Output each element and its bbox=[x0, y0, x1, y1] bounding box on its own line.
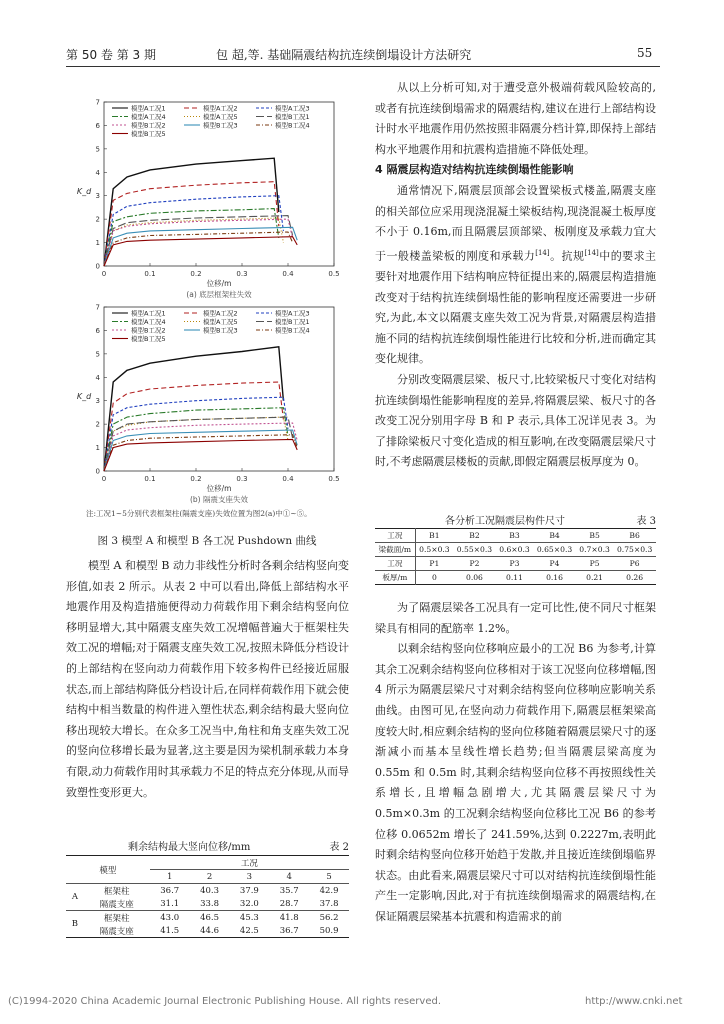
table-2-value-cell: 31.1 bbox=[160, 898, 180, 909]
legend-label: 模型B工况3 bbox=[203, 326, 238, 335]
table-2-wrap bbox=[66, 838, 349, 938]
footer-url: http://www.cnki.net bbox=[585, 996, 683, 1007]
table-3-value-cell: P3 bbox=[509, 559, 520, 568]
text: 通常情况下,隔震层顶部会设置梁板式楼盖,隔震支座的相关部位应采用现浇混凝土梁板结构,现浇混凝土板厚度不小于 0.16m,而且隔震层顶部梁、板刚度及承载力宜大于一般楼盖梁板的刚度和承载力 bbox=[375, 183, 656, 263]
legend-label: 模型B工况4 bbox=[275, 326, 310, 335]
table-3-value-cell: B6 bbox=[629, 531, 640, 540]
table-row bbox=[375, 529, 656, 543]
table-2-case-header: 5 bbox=[326, 871, 332, 882]
y-tick-label: 3 bbox=[95, 397, 100, 406]
table-2-value-cell: 33.8 bbox=[200, 898, 220, 909]
legend-label: 模型B工况2 bbox=[131, 121, 166, 130]
x-tick-label: 0.2 bbox=[190, 270, 202, 278]
figure-note: 注:工况1~5分别代表框架柱(隔震支座)失效位置为图2(a)中①~⑤。 bbox=[86, 509, 312, 518]
legend-label: 模型B工况1 bbox=[275, 318, 310, 326]
table-3-caption: 各分析工况隔震层构件尺寸 bbox=[445, 516, 565, 527]
table-3-value-cell: P4 bbox=[549, 559, 560, 568]
table-3-value-cell: 0.21 bbox=[586, 573, 604, 582]
table-3-value-cell: P1 bbox=[429, 559, 440, 568]
table-3-value-cell: 0.7×0.3 bbox=[579, 545, 610, 554]
table-2-case-header: 3 bbox=[246, 871, 253, 882]
legend-label: 模型A工况2 bbox=[203, 104, 238, 113]
legend-label: 模型B工况5 bbox=[131, 335, 166, 343]
table-2-value-cell: 46.5 bbox=[200, 912, 220, 923]
table-3-label-cell: 板厚/m bbox=[375, 571, 415, 585]
x-tick-label: 0 bbox=[101, 270, 107, 278]
legend-label: 模型A工况5 bbox=[203, 113, 238, 121]
y-tick-label: 1 bbox=[95, 444, 100, 453]
table-2-value-cell: 42.9 bbox=[319, 885, 339, 896]
paragraph: 以剩余结构竖向位移响应最小的工况 B6 为参考,计算其余工况剩余结构竖向位移相对于该工况竖向位移增幅,图 4 所示为隔震层梁尺寸对剩余结构竖向位移响应影响关系曲线。由图可见,在竖向动力荷载作用下,隔震层框架梁高度较大时,相应剩余结构的竖向位移随着隔震层梁尺寸的逐渐减小而基本呈线性增长趋势;但当隔震层梁高度为 0.55m 和 0.5m 时,其剩余结构竖向位移不再按照线性关系增长,且增幅急剧增大,尤其隔震层梁尺寸为 0.5m×0.3m 的工况剩余结构竖向位移比工况 B6 的参考位移 0.0652m 增长了 241.59%,达到 0.2227m,表明此时剩余结构竖向位移开始趋于发散,并且接近连续倒塌临界状态。由此看来,隔震层梁尺寸可以对结构抗连续倒塌性能产生一定影响,因此,对于有抗连续倒塌需求的隔震结构,在保证隔震层梁基本抗震和构造需求的前 bbox=[375, 642, 656, 923]
table-2-value-cell: 32.0 bbox=[239, 898, 259, 909]
table-2-model-cell: A bbox=[71, 892, 78, 902]
chart-b bbox=[77, 304, 340, 505]
table-3-value-cell: 0 bbox=[431, 573, 437, 582]
series-line-7 bbox=[104, 219, 293, 266]
y-tick-label: 5 bbox=[95, 350, 100, 359]
legend-label: 模型A工况4 bbox=[131, 113, 166, 121]
table-row bbox=[66, 897, 349, 911]
table-2-caption: 剩余结构最大竖向位移/mm bbox=[128, 842, 251, 853]
table-2-type-cell: 隔震支座 bbox=[99, 926, 134, 937]
chart-subtitle: (a) 底层框架柱失效 bbox=[186, 290, 252, 299]
series-line-2 bbox=[104, 182, 279, 266]
legend-label: 模型A工况3 bbox=[275, 309, 310, 318]
y-tick-label: 3 bbox=[95, 192, 100, 201]
legend-label: 模型A工况1 bbox=[131, 309, 166, 318]
y-tick-label: 2 bbox=[95, 420, 100, 429]
figure-caption: 图 3 模型 A 和模型 B 各工况 Pushdown 曲线 bbox=[97, 535, 317, 547]
y-axis-label: K_d bbox=[76, 187, 92, 196]
citation: [14] bbox=[535, 248, 550, 257]
table-2-value-cell: 35.7 bbox=[279, 885, 299, 896]
legend-label: 模型B工况2 bbox=[131, 326, 166, 335]
table-3-wrap bbox=[375, 512, 656, 585]
table-3-value-cell: B4 bbox=[549, 531, 560, 540]
table-2-value-cell: 41.8 bbox=[279, 912, 299, 923]
table-2-value-cell: 36.7 bbox=[279, 925, 299, 936]
table-2 bbox=[66, 855, 349, 938]
series-line-8 bbox=[104, 430, 297, 471]
table-2-value-cell: 28.7 bbox=[279, 898, 299, 909]
text: 。抗规 bbox=[549, 249, 585, 263]
x-tick-label: 0 bbox=[101, 475, 107, 483]
table-2-value-cell: 37.8 bbox=[319, 898, 339, 909]
table-2-value-cell: 43.0 bbox=[160, 912, 180, 923]
paragraph: 为了隔震层梁各工况具有一定可比性,使不同尺寸框架梁具有相同的配筋率 1.2%。 bbox=[375, 601, 656, 635]
table-row bbox=[66, 911, 349, 925]
table-2-model-cell: B bbox=[71, 919, 79, 929]
table-3-value-cell: 0.5×0.3 bbox=[419, 545, 450, 554]
y-tick-label: 7 bbox=[95, 98, 100, 107]
page-number: 55 bbox=[637, 46, 653, 60]
footer-copyright: (C)1994-2020 China Academic Journal Electronic Publishing House. All rights reserved. bbox=[8, 996, 441, 1007]
table-3-value-cell: P6 bbox=[629, 559, 640, 568]
table-row bbox=[66, 884, 349, 898]
table-3-value-cell: P5 bbox=[589, 559, 600, 568]
x-tick-label: 0.5 bbox=[328, 475, 340, 483]
paragraph: 分别改变隔震层梁、板尺寸,比较梁板尺寸变化对结构抗连续倒塌性能影响程度的差异,将隔震层梁、板尺寸的各改变工况分别用字母 B 和 P 表示,具体工况详见表 3。为了排除梁板尺寸变化造成的相互影响,在改变隔震层梁尺寸时,不考虑隔震层楼板的贡献,即假定隔震层板厚度为 0。 bbox=[375, 372, 656, 469]
series-line-3 bbox=[104, 196, 283, 266]
legend-label: 模型B工况3 bbox=[203, 121, 238, 130]
paragraph: 从以上分析可知,对于遭受意外极端荷载风险较高的,或者有抗连续倒塌需求的隔震结构,建议在进行上部结构设计时水平地震作用仍然按照非隔震分档计算,即保持上部结构水平地震作用和抗震构造措施不降低处理。 bbox=[375, 81, 656, 156]
legend-label: 模型B工况4 bbox=[275, 121, 310, 130]
table-2-header-case: 工况 bbox=[150, 856, 349, 870]
table-3-value-cell: 0.26 bbox=[626, 573, 644, 582]
table-3-value-cell: B3 bbox=[509, 531, 520, 540]
table-2-header-model: 模型 bbox=[66, 856, 150, 884]
table-2-case-header: 2 bbox=[206, 871, 213, 882]
series-line-4 bbox=[104, 408, 288, 471]
x-tick-label: 0.1 bbox=[144, 270, 156, 278]
y-tick-label: 0 bbox=[95, 467, 100, 476]
figure-3 bbox=[66, 88, 356, 508]
x-tick-label: 0.1 bbox=[144, 475, 156, 483]
x-tick-label: 0.4 bbox=[282, 270, 294, 278]
running-title: 包 超,等. 基础隔震结构抗连续倒塌设计方法研究 bbox=[216, 48, 472, 62]
x-tick-label: 0.3 bbox=[236, 475, 248, 483]
table-row bbox=[66, 924, 349, 938]
table-row bbox=[375, 543, 656, 557]
table-2-type-cell: 隔震支座 bbox=[99, 899, 134, 910]
table-2-type-cell: 框架柱 bbox=[104, 913, 130, 924]
table-2-value-cell: 36.7 bbox=[160, 885, 180, 896]
y-tick-label: 4 bbox=[95, 168, 100, 177]
legend-label: 模型B工况1 bbox=[275, 113, 310, 121]
table-2-number: 表 2 bbox=[329, 842, 349, 853]
right-column bbox=[375, 78, 656, 473]
table-3-value-cell: 0.55×0.3 bbox=[456, 545, 493, 554]
y-tick-label: 6 bbox=[95, 121, 100, 130]
x-axis-label: 位移/m bbox=[206, 279, 232, 288]
y-tick-label: 7 bbox=[95, 303, 100, 312]
journal-issue: 第 50 卷 第 3 期 bbox=[66, 48, 156, 62]
table-2-value-cell: 45.3 bbox=[239, 912, 259, 923]
chart-a bbox=[77, 99, 340, 300]
table-2-value-cell: 37.9 bbox=[239, 885, 259, 896]
table-2-case-header: 1 bbox=[167, 871, 173, 882]
x-tick-label: 0.4 bbox=[282, 475, 294, 483]
table-row bbox=[375, 571, 656, 585]
table-2-value-cell: 41.5 bbox=[160, 925, 180, 936]
table-2-value-cell: 40.3 bbox=[200, 885, 220, 896]
legend-label: 模型A工况1 bbox=[131, 104, 166, 113]
y-tick-label: 0 bbox=[95, 262, 100, 271]
table-3-value-cell: B5 bbox=[589, 531, 600, 540]
y-axis-label: K_d bbox=[76, 392, 92, 401]
table-row bbox=[375, 557, 656, 571]
table-2-value-cell: 56.2 bbox=[319, 912, 339, 923]
table-3-value-cell: 0.75×0.3 bbox=[616, 545, 653, 554]
table-3-value-cell: 0.65×0.3 bbox=[536, 545, 573, 554]
table-3-value-cell: 0.06 bbox=[465, 573, 483, 582]
x-tick-label: 0.3 bbox=[236, 270, 248, 278]
x-tick-label: 0.5 bbox=[328, 270, 340, 278]
paragraph: 模型 A 和模型 B 动力非线性分析时各剩余结构竖向变形值,如表 2 所示。从表 2 中可以看出,降低上部结构水平地震作用及构造措施便得动力荷载作用下剩余结构竖向位移明显增大,其中隔震支座失效工况增幅普遍大于框架柱失效工况的增幅;对于隔震支座失效工况,按照未降低分档设计的上部结构在竖向动力荷载作用下较多构件已经接近屈服状态,而上部结构降低分档设计后,在同样荷载作用下就会使结构中相当数量的构件进入塑性状态,剩余结构最大竖向位移出现较大增长。在众多工况当中,角柱和角支座失效工况的竖向位移增长最为显著,这主要是因为梁机制承载力本身有限,动力荷载作用时其承载力不足的特点充分体现,从而导致塑性变形更大。 bbox=[66, 559, 350, 799]
right-column-lower bbox=[375, 598, 656, 928]
y-tick-label: 5 bbox=[95, 145, 100, 154]
legend-label: 模型A工况4 bbox=[131, 318, 166, 326]
series-line-5 bbox=[104, 218, 283, 266]
legend-label: 模型A工况5 bbox=[203, 318, 238, 326]
legend-label: 模型A工况2 bbox=[203, 309, 238, 318]
table-3-label-cell: 梁截面/m bbox=[375, 543, 415, 557]
chart-subtitle: (b) 隔震支座失效 bbox=[190, 495, 248, 504]
y-tick-label: 4 bbox=[95, 373, 100, 382]
series-line-1 bbox=[104, 158, 279, 266]
table-3-number: 表 3 bbox=[636, 516, 656, 527]
table-3-label-cell: 工况 bbox=[375, 529, 415, 543]
section-heading: 4 隔震层构造对结构抗连续倒塌性能影响 bbox=[375, 163, 574, 177]
x-axis-label: 位移/m bbox=[206, 484, 232, 493]
table-3-value-cell: 0.11 bbox=[506, 573, 523, 582]
paragraph bbox=[375, 181, 656, 370]
series-line-10 bbox=[104, 237, 297, 266]
left-column bbox=[66, 556, 349, 803]
table-3-value-cell: B1 bbox=[429, 531, 440, 540]
table-3-value-cell: 0.6×0.3 bbox=[499, 545, 530, 554]
series-line-2 bbox=[104, 382, 283, 471]
y-tick-label: 6 bbox=[95, 326, 100, 335]
legend-label: 模型A工况3 bbox=[275, 104, 310, 113]
table-2-case-header: 4 bbox=[286, 871, 292, 882]
table-2-value-cell: 44.6 bbox=[200, 925, 220, 936]
table-3-value-cell: 0.16 bbox=[546, 573, 563, 582]
table-2-value-cell: 42.5 bbox=[239, 925, 259, 936]
y-tick-label: 1 bbox=[95, 239, 100, 248]
citation: [14] bbox=[584, 248, 599, 257]
legend-label: 模型B工况5 bbox=[131, 130, 166, 138]
x-tick-label: 0.2 bbox=[190, 475, 202, 483]
table-3-value-cell: P2 bbox=[469, 559, 480, 568]
series-line-8 bbox=[104, 227, 297, 266]
y-tick-label: 2 bbox=[95, 215, 100, 224]
series-line-10 bbox=[104, 439, 297, 471]
table-2-type-cell: 框架柱 bbox=[104, 886, 130, 897]
table-3-value-cell: B2 bbox=[469, 531, 480, 540]
table-3-label-cell: 工况 bbox=[375, 557, 415, 571]
table-2-value-cell: 50.9 bbox=[319, 925, 339, 936]
table-3 bbox=[375, 528, 656, 585]
text: 中的要求主要针对地震作用下结构响应特征提出来的,隔震层构造措施改变对于结构抗连续倒塌性能的影响程度还需要进一步研究,为此,本文以隔震支座失效工况为背景,对隔震层构造措施不同的结构抗连续倒塌性能进行比较和分析,进而确定其变化规律。 bbox=[375, 249, 657, 366]
header-rule bbox=[66, 66, 660, 67]
